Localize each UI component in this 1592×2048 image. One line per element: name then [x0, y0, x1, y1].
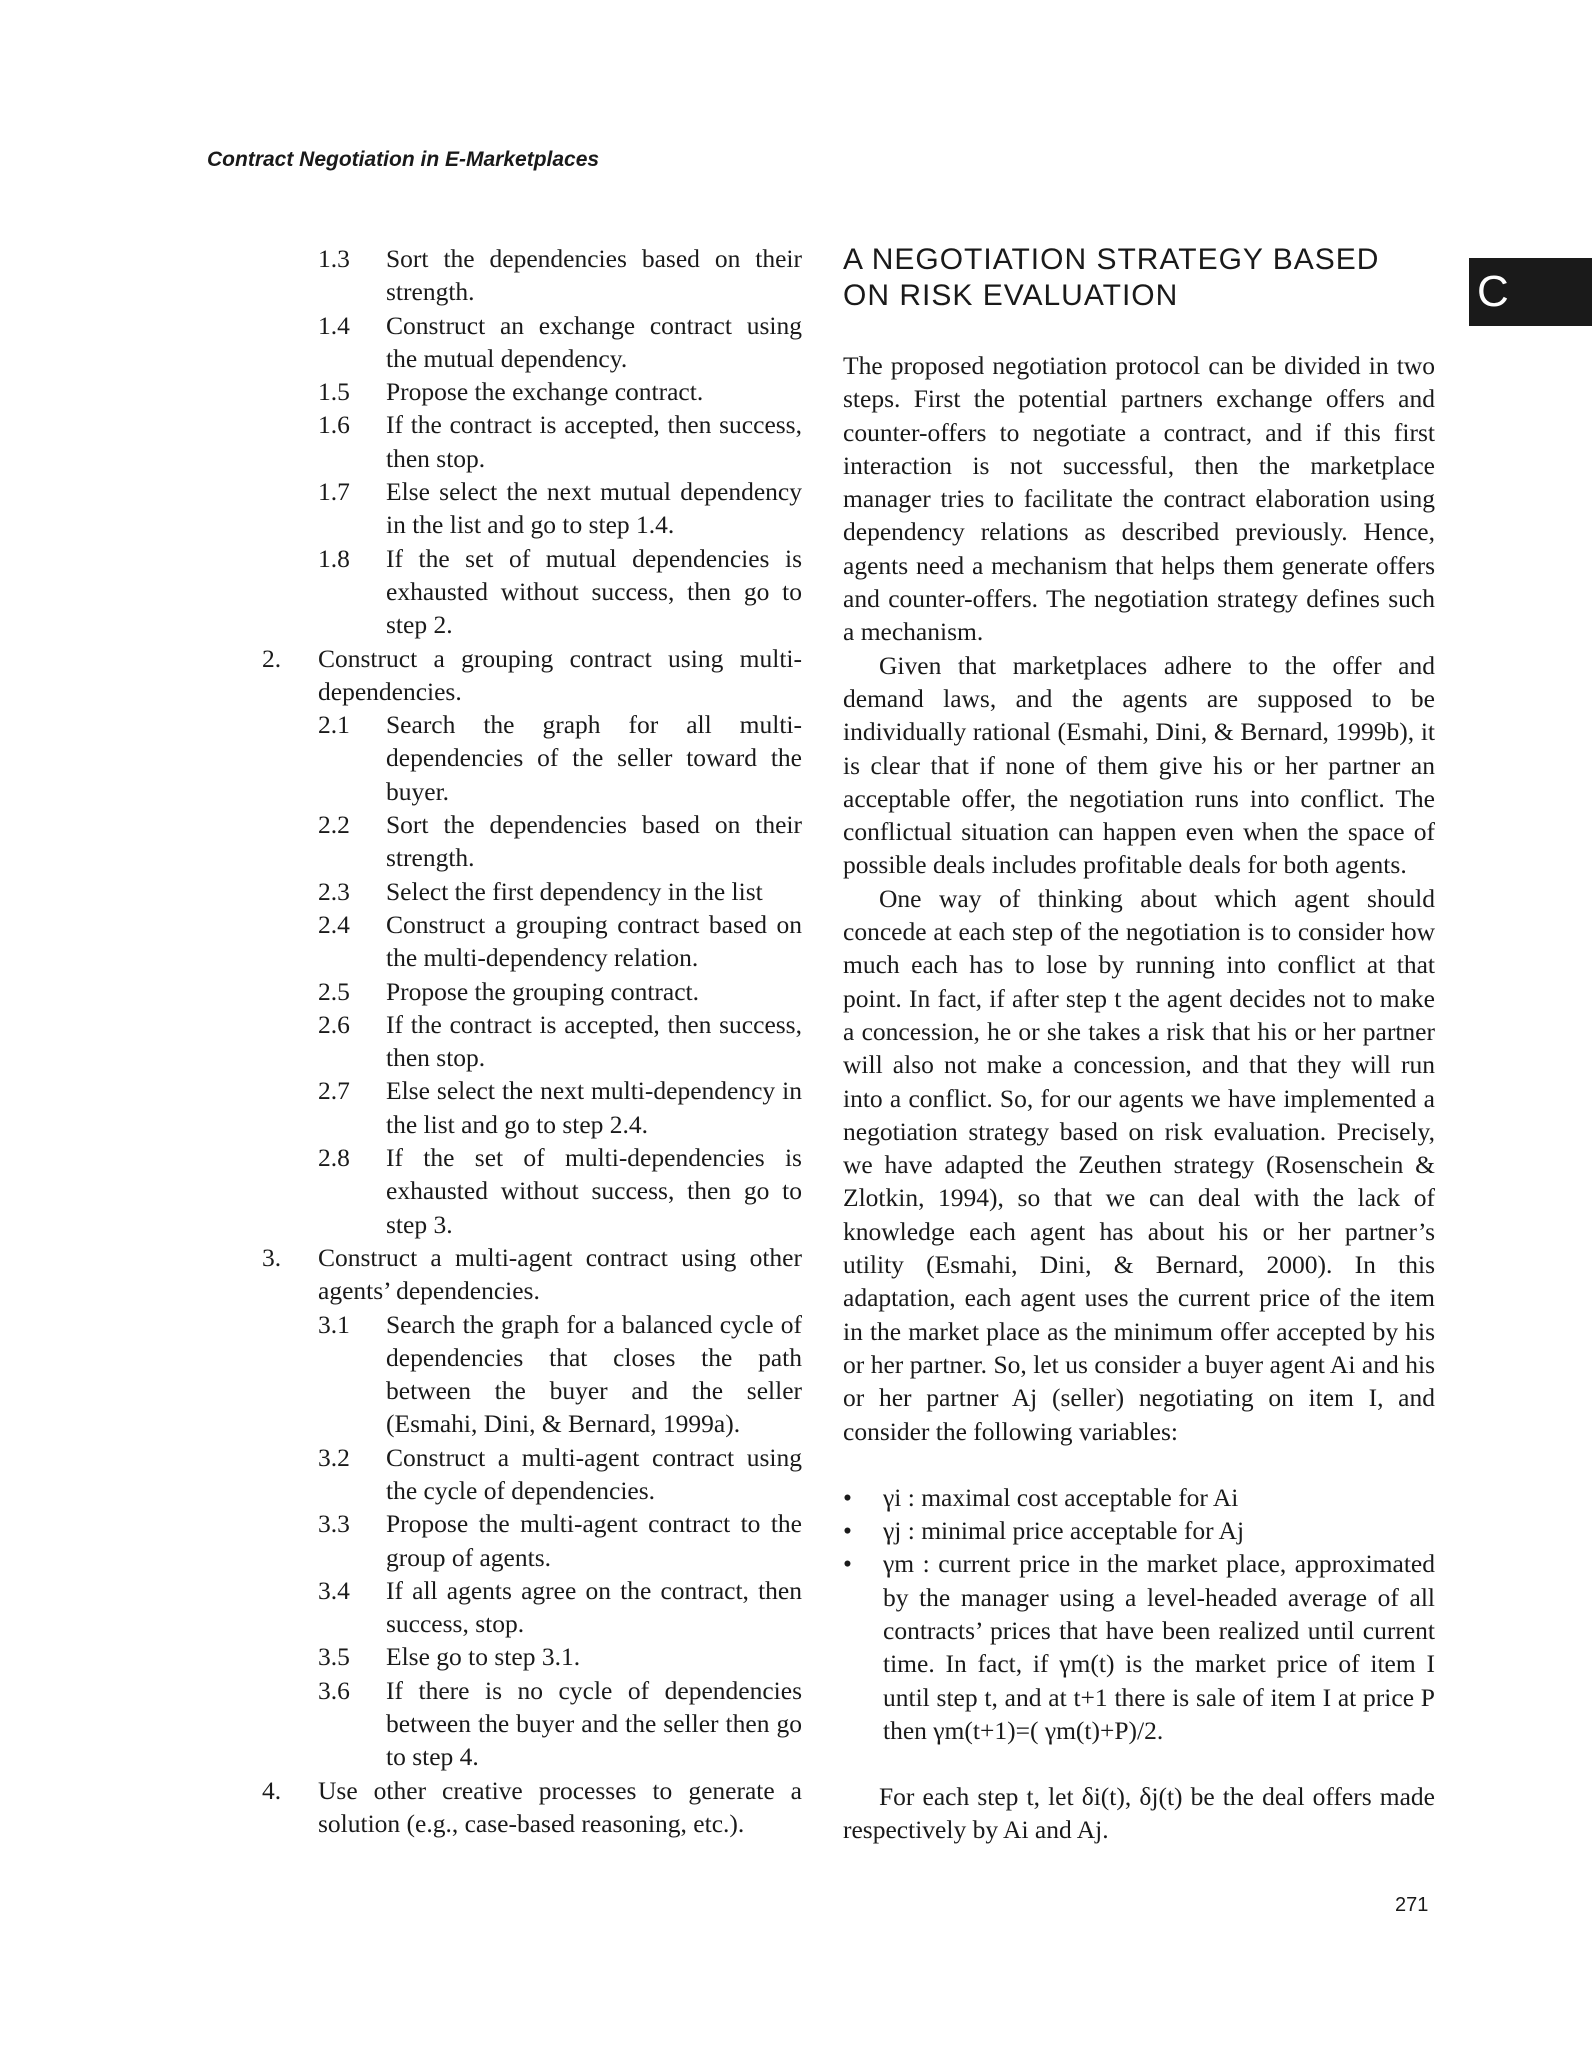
- section-thumb-tab: C: [1469, 258, 1592, 326]
- item-text: Construct a grouping contract using multi-dependencies.: [318, 643, 802, 706]
- item-number: 2.1: [318, 710, 350, 740]
- list-item: [262, 1308, 802, 1441]
- item-text: Use other creative processes to generate a solution (e.g., case-based reasoning, etc.).: [318, 1775, 802, 1838]
- list-item: [262, 1574, 802, 1641]
- item-text: Select the first dependency in the list: [386, 876, 763, 906]
- item-text: If the set of multi-dependencies is exhausted without success, then go to step 3.: [386, 1143, 802, 1239]
- item-text: Construct a multi-agent contract using the cycle of dependencies.: [386, 1442, 802, 1505]
- bullet-icon: •: [843, 1516, 852, 1546]
- list-item: [262, 708, 802, 808]
- item-text: Else go to step 3.1.: [386, 1642, 581, 1672]
- body-paragraph: The proposed negotiation protocol can be divided in two steps. First the potential partners exchange offers and counter-offers to negotiate a contract, and if this first interaction is not successful, then the marketplace manager tries to facilitate the contract elaboration using dependency relations as described previously. Hence, agents need a mechanism that helps them generate offers and counter-offers. The negotiation strategy defines such a mechanism.: [843, 351, 1435, 647]
- item-text: Search the graph for a balanced cycle of dependencies that closes the path between the buyer and the seller (Esmahi, Dini, & Bernard, 1999a).: [386, 1309, 802, 1439]
- running-head: Contract Negotiation in E-Marketplaces: [207, 148, 600, 171]
- item-number: 3.3: [318, 1509, 350, 1539]
- item-number: 2.3: [318, 876, 350, 906]
- item-text: If there is no cycle of dependencies between the buyer and the seller then go to step 4.: [386, 1675, 802, 1772]
- item-number: 2.5: [318, 976, 350, 1006]
- bullet-icon: •: [843, 1549, 852, 1579]
- list-item: [843, 1514, 1435, 1547]
- item-text: Propose the grouping contract.: [386, 976, 700, 1006]
- item-text: γj : minimal price acceptable for Aj: [883, 1516, 1245, 1546]
- item-number: 3.4: [318, 1575, 350, 1605]
- item-number: 1.7: [318, 477, 350, 507]
- item-text: γm : current price in the market place, approximated by the manager using a level-headed average of all contracts’ prices that have been realized until current time. In fact, if γm(t) is the market price of item I until step t, and at t+1 there is sale of item I at price P then γm(t+1)=( γm(t)+P)/2.: [883, 1549, 1435, 1745]
- item-number: 3.1: [318, 1309, 350, 1339]
- item-number: 4.: [262, 1775, 282, 1805]
- list-item: [262, 475, 802, 542]
- body-paragraph: One way of thinking about which agent should concede at each step of the negotiation is to consider how much each has to lose by running into conflict at that point. In fact, if after step t the agent decides not to make a concession, he or she takes a risk that his or her partner will also not make a concession, and that they will run into a conflict. So, for our agents we have implemented a negotiation strategy based on risk evaluation. Precisely, we have adapted the Zeuthen strategy (Rosenschein & Zlotkin, 1994), so that we can deal with the lack of knowledge each agent has about his or her partner’s utility (Esmahi, Dini, & Bernard, 2000). In this adaptation, each agent uses the current price of the item in the market place as the minimum offer accepted by his or her partner. So, let us consider a buyer agent Ai and his or her partner Aj (seller) negotiating on item I, and consider the following variables:: [843, 883, 1435, 1446]
- item-number: 3.: [262, 1242, 282, 1272]
- item-text: Propose the multi-agent contract to the group of agents.: [386, 1509, 802, 1572]
- list-item: [262, 242, 802, 309]
- item-text: Construct a grouping contract based on the multi-dependency relation.: [386, 909, 802, 973]
- item-number: 3.6: [318, 1675, 350, 1705]
- item-text: Else select the next mutual dependency in the list and go to step 1.4.: [386, 477, 802, 540]
- list-item: [262, 975, 802, 1008]
- item-number: 2.7: [318, 1076, 350, 1106]
- list-item: [262, 642, 802, 709]
- item-text: If the contract is accepted, then success, then stop.: [386, 1009, 802, 1073]
- section-heading: A NEGOTIATION STRATEGY BASED ON RISK EVALUATION: [843, 243, 1380, 312]
- item-text: Construct a multi-agent contract using other agents’ dependencies.: [318, 1242, 802, 1306]
- item-number: 1.4: [318, 310, 350, 340]
- item-number: 2.8: [318, 1143, 350, 1173]
- list-item: [262, 908, 802, 975]
- variables-list: [843, 1481, 1435, 1747]
- list-item: [262, 808, 802, 875]
- list-item: [843, 1481, 1435, 1514]
- item-number: 1.5: [318, 377, 350, 407]
- list-item: [262, 1640, 802, 1673]
- item-number: 2.2: [318, 810, 350, 840]
- list-item: [262, 1241, 802, 1308]
- item-text: Sort the dependencies based on their strength.: [386, 244, 802, 307]
- article-body: [843, 242, 1435, 1847]
- item-number: 3.2: [318, 1442, 350, 1472]
- body-paragraph: Given that marketplaces adhere to the offer and demand laws, and the agents are supposed to be individually rational (Esmahi, Dini, & Bernard, 1999b), it is clear that if none of them give his or her partner an acceptable offer, the negotiation runs into conflict. The conflictual situation can happen even when the space of possible deals includes profitable deals for both agents.: [843, 650, 1435, 880]
- item-number: 3.5: [318, 1642, 350, 1672]
- bullet-icon: •: [843, 1482, 852, 1512]
- item-number: 2.4: [318, 909, 350, 939]
- list-item: [262, 408, 802, 475]
- list-item: [843, 1547, 1435, 1747]
- item-text: If all agents agree on the contract, then success, stop.: [386, 1575, 802, 1639]
- list-item: [262, 1507, 802, 1574]
- item-text: If the contract is accepted, then success, then stop.: [386, 410, 802, 473]
- list-item: [262, 375, 802, 408]
- list-item: [262, 1441, 802, 1508]
- item-text: γi : maximal cost acceptable for Ai: [883, 1482, 1239, 1512]
- list-item: [262, 1774, 802, 1841]
- item-text: Propose the exchange contract.: [386, 377, 704, 407]
- list-item: [262, 1141, 802, 1241]
- item-number: 1.8: [318, 543, 350, 573]
- item-number: 2.: [262, 643, 282, 673]
- list-item: [262, 1674, 802, 1774]
- item-text: Search the graph for all multi-dependencies of the seller toward the buyer.: [386, 710, 802, 806]
- item-text: Sort the dependencies based on their strength.: [386, 810, 802, 873]
- item-text: Construct an exchange contract using the mutual dependency.: [386, 310, 802, 373]
- list-item: [262, 1008, 802, 1075]
- list-item: [262, 542, 802, 642]
- procedure-list: [262, 242, 802, 1840]
- item-number: 1.6: [318, 410, 350, 440]
- page-number: 271: [1395, 1894, 1429, 1916]
- list-item: [262, 875, 802, 908]
- item-text: Else select the next multi-dependency in the list and go to step 2.4.: [386, 1076, 802, 1139]
- list-item: [262, 1074, 802, 1141]
- body-paragraph: For each step t, let δi(t), δj(t) be the deal offers made respectively by Ai and Aj.: [843, 1782, 1435, 1845]
- item-number: 2.6: [318, 1009, 350, 1039]
- item-number: 1.3: [318, 244, 350, 273]
- list-item: [262, 309, 802, 376]
- item-text: If the set of mutual dependencies is exhausted without success, then go to step 2.: [386, 543, 802, 640]
